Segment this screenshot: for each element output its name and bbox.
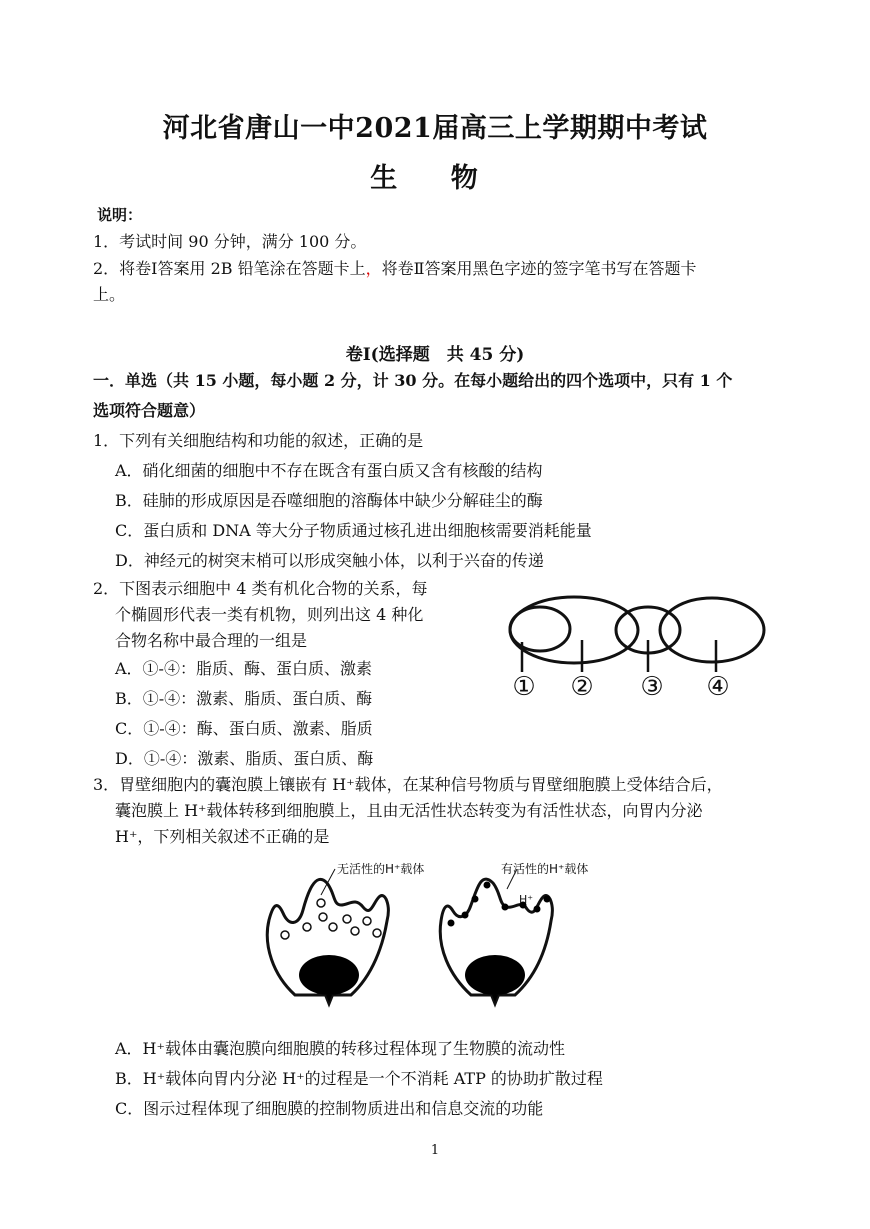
question-3-stem-line-3: H⁺，下列相关叙述不正确的是 — [115, 827, 330, 846]
figure-label-3: ③ — [640, 672, 664, 702]
cells-figure — [255, 855, 635, 1015]
figure-label-2: ② — [570, 672, 594, 702]
instructions-label: 说明： — [97, 206, 143, 224]
section-heading-line-2: 选项符合题意） — [93, 401, 206, 420]
active-carrier — [448, 920, 455, 927]
active-carrier — [484, 882, 491, 889]
active-carrier — [544, 896, 551, 903]
question-1-option-b: B．硅肺的形成原因是吞噬细胞的溶酶体中缺少分解硅尘的酶 — [115, 491, 543, 510]
question-2-option-d: D．①-④：激素、脂质、蛋白质、酶 — [115, 749, 374, 768]
subject-title: 生 物 — [370, 163, 500, 194]
instruction-item-2-text-cont: 将卷Ⅱ答案用黑色字迹的签字笔书写在答题卡 — [381, 259, 697, 278]
active-carrier — [502, 904, 509, 911]
inactive-carrier — [281, 931, 289, 939]
question-3-stem-line-1: 3．胃壁细胞内的囊泡膜上镶嵌有 H⁺载体，在某种信号物质与胃壁细胞膜上受体结合后， — [93, 775, 723, 794]
section-title: 卷Ⅰ(选择题 共 45 分) — [345, 345, 525, 365]
right-cell-nucleus — [465, 955, 525, 995]
inactive-carriers — [281, 899, 381, 939]
hydrogen-ion-label: H⁺ — [519, 893, 534, 906]
page-title: 河北省唐山一中2021届高三上学期期中考试 — [162, 113, 708, 144]
instruction-item-2-end: 上。 — [93, 285, 126, 304]
question-3-option-a: A．H⁺载体由囊泡膜向细胞膜的转移过程体现了生物膜的流动性 — [115, 1039, 565, 1058]
instruction-item-2-text: 2．将卷Ⅰ答案用 2B 铅笔涂在答题卡上 — [93, 259, 366, 278]
active-carrier — [472, 896, 479, 903]
question-2-option-b: B．①-④：激素、脂质、蛋白质、酶 — [115, 689, 373, 708]
question-1-option-d: D．神经元的树突末梢可以形成突触小体，以利于兴奋的传递 — [115, 551, 544, 570]
figure-label-1: ① — [512, 672, 536, 702]
question-1-option-c: C．蛋白质和 DNA 等大分子物质通过核孔进出细胞核需要消耗能量 — [115, 521, 592, 540]
instruction-item-2 — [93, 256, 697, 279]
question-3-stem-line-2: 囊泡膜上 H⁺载体转移到细胞膜上，且由无活性状态转变为有活性状态，向胃内分泌 — [115, 801, 703, 820]
right-cell-stub — [491, 995, 499, 1005]
ellipse-2 — [510, 597, 638, 663]
inactive-carrier — [303, 923, 311, 931]
question-1-stem: 1．下列有关细胞结构和功能的叙述，正确的是 — [93, 431, 424, 450]
active-carrier-label: 有活性的H⁺载体 — [501, 862, 589, 876]
page-number: 1 — [430, 1143, 440, 1158]
question-2-stem-line-2: 个椭圆形代表一类有机物，则列出这 4 种化 — [115, 605, 424, 624]
active-carrier — [462, 912, 469, 919]
inactive-carrier-label: 无活性的H⁺载体 — [337, 862, 425, 876]
question-1-option-a: A．硝化细菌的细胞中不存在既含有蛋白质又含有核酸的结构 — [115, 461, 543, 480]
instruction-item-1: 1．考试时间 90 分钟，满分 100 分。 — [93, 232, 367, 251]
active-carriers — [448, 882, 551, 927]
left-cell-nucleus — [299, 955, 359, 995]
inactive-carrier — [319, 913, 327, 921]
inactive-carrier — [343, 915, 351, 923]
section-heading-line-1: 一．单选（共 15 小题，每小题 2 分，计 30 分。在每小题给出的四个选项中，只有 1 个 — [93, 371, 733, 390]
inactive-carrier — [317, 899, 325, 907]
question-2-stem-line-3: 合物名称中最合理的一组是 — [115, 631, 308, 650]
question-3-option-b: B．H⁺载体向胃内分泌 H⁺的过程是一个不消耗 ATP 的协助扩散过程 — [115, 1069, 603, 1088]
red-comma: ， — [365, 259, 382, 278]
question-3-option-c: C．图示过程体现了细胞膜的控制物质进出和信息交流的功能 — [115, 1099, 544, 1118]
left-cell-stub — [325, 995, 333, 1005]
inactive-carrier — [373, 929, 381, 937]
question-2-option-a: A．①-④：脂质、酶、蛋白质、激素 — [115, 659, 372, 678]
question-2-option-c: C．①-④：酶、蛋白质、激素、脂质 — [115, 719, 373, 738]
inactive-carrier — [329, 923, 337, 931]
figure-label-4: ④ — [706, 672, 730, 702]
ellipse-4 — [660, 598, 764, 662]
inactive-carrier — [363, 917, 371, 925]
ellipses-figure — [500, 592, 770, 704]
inactive-carrier — [351, 927, 359, 935]
question-2-stem-line-1: 2．下图表示细胞中 4 类有机化合物的关系，每 — [93, 579, 428, 598]
active-carrier — [534, 906, 541, 913]
